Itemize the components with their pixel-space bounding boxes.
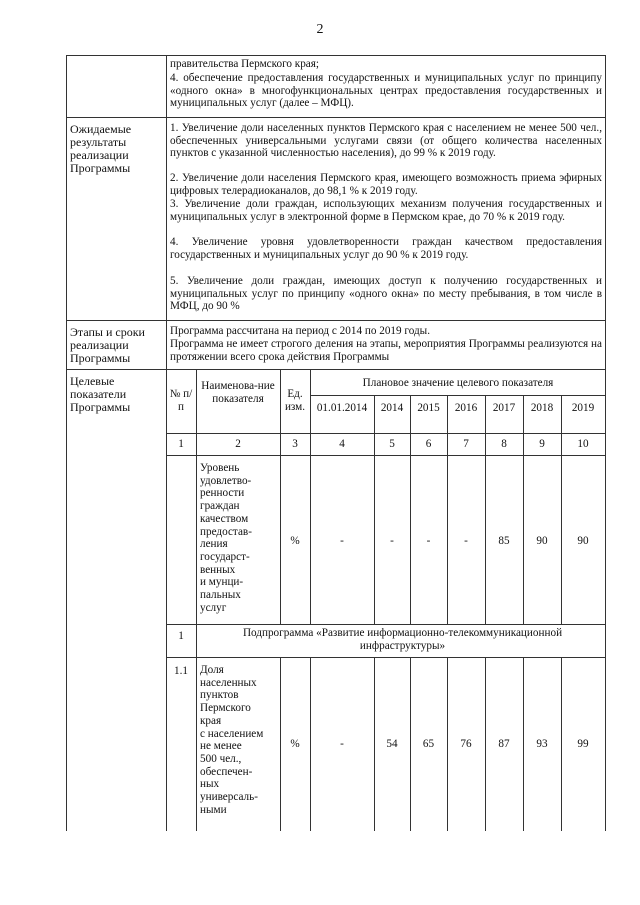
table-row-name-line: услуг: [200, 601, 227, 614]
table-row-name-line: Доля: [200, 664, 224, 676]
row-1-1-num: 1.1: [174, 665, 188, 677]
expected-item-3: 3. Увеличение доли граждан, использующих механизм получения государственных и муниципальных услуг в электронной форме в Пермском крае, до 70 % к 2019 году.: [170, 198, 602, 223]
table-row-name-line: не менее: [200, 740, 242, 753]
table-row-name-line: венных: [200, 563, 236, 576]
row-1-1-v1: 54: [386, 738, 398, 750]
header-year-4: 2017: [492, 402, 516, 414]
satisfaction-v6: 90: [577, 535, 589, 547]
stages-line-1: Программа рассчитана на период с 2014 по 2019 годы.: [170, 325, 430, 337]
table-row-name-line: граждан: [200, 500, 240, 513]
row-1-1-name: [200, 664, 278, 816]
row-1-1-v3: 76: [460, 738, 472, 750]
colnum-7: 7: [463, 438, 469, 450]
row-1-1-v5: 93: [536, 738, 548, 750]
colnum-1: 1: [178, 438, 184, 450]
table-row-name-line: 500 чел.,: [200, 752, 242, 765]
satisfaction-unit: %: [290, 535, 300, 547]
header-unit: Ед. изм.: [284, 388, 306, 413]
satisfaction-v4: 85: [498, 535, 510, 547]
colnum-3: 3: [292, 438, 298, 450]
table-row-name-line: края: [200, 714, 222, 727]
colnum-2: 2: [235, 438, 241, 450]
satisfaction-v5: 90: [536, 535, 548, 547]
colnum-8: 8: [501, 438, 507, 450]
row-1-1-unit: %: [290, 738, 300, 750]
expected-item-5: 5. Увеличение доли граждан, имеющих доступ к получению государственных и муниципальных услуг по принципу «одного окна» по месту пребывания, в том числе в МФЦ, до 90 %: [170, 275, 602, 312]
table-row-name-line: населенных: [200, 676, 257, 689]
expected-item-2: 2. Увеличение доли населения Пермского края, имеющего возможность приема эфирных цифровых телерадиоканалов, до 98,1 % к 2019 году.: [170, 172, 602, 197]
colnum-5: 5: [389, 438, 395, 450]
header-year-3: 2016: [454, 402, 478, 414]
satisfaction-v1: -: [390, 535, 394, 547]
intro-line-1: правительства Пермского края;: [170, 58, 320, 70]
targets-label: Целевые показатели Программы: [70, 374, 131, 414]
table-row-name-line: Пермского: [200, 702, 251, 715]
header-year-2: 2015: [417, 402, 440, 414]
colnum-10: 10: [577, 438, 589, 450]
colnum-9: 9: [539, 438, 545, 450]
subprogram-num: 1: [178, 630, 184, 642]
table-row-name-line: ренности: [200, 487, 245, 500]
header-year-6: 2019: [571, 402, 595, 414]
table-row-name-line: обеспечен-: [200, 765, 253, 778]
expected-item-1: 1. Увеличение доли населенных пунктов Пермского края с населением не менее 500 чел., обеспеченных универсальными услугами связи (от общего количества населенных пунктов с указанной численностью населения), до 99 % к 2019 году.: [170, 122, 602, 159]
table-row-name-line: ных: [200, 778, 220, 791]
header-planned: Плановое значение целевого показателя: [362, 377, 554, 389]
row-1-1-v4: 87: [498, 738, 510, 750]
table-row-name-line: государст-: [200, 550, 250, 563]
expected-item-4: 4. Увеличение уровня удовлетворенности граждан качеством предоставления государственных и муниципальных услуг до 90 % к 2019 году.: [170, 236, 602, 261]
expected-label: Ожидаемые результаты реализации Программы: [70, 122, 132, 175]
colnum-6: 6: [425, 438, 432, 450]
table-row-name-line: и мунци-: [200, 576, 244, 589]
table-row-name-line: с населением: [200, 727, 264, 740]
page-number: 2: [316, 22, 324, 37]
header-year-1: 2014: [380, 402, 404, 414]
header-year-5: 2018: [530, 402, 554, 414]
table-row-name-line: удовлетво-: [200, 474, 252, 487]
row-1-1-v0: -: [340, 738, 344, 750]
satisfaction-name: [200, 462, 278, 614]
row-1-1-v6: 99: [577, 738, 589, 750]
satisfaction-v2: -: [426, 535, 431, 547]
stages-line-2: Программа не имеет строгого деления на этапы, мероприятия Программы реализуются на протяжении всего срока действия Программы: [170, 338, 602, 363]
subprogram-title: Подпрограмма «Развитие информационно-телекоммуникационной инфраструктуры»: [242, 627, 563, 652]
intro-line-2: 4. обеспечение предоставления государственных и муниципальных услуг по принципу «одного окна» в многофункциональных центрах предоставления государственных и муниципальных услуг (далее – МФЦ).: [170, 72, 602, 109]
table-row-name-line: предостав-: [200, 525, 252, 538]
table-row-name-line: ными: [200, 803, 227, 816]
table-row-name-line: Уровень: [200, 462, 240, 474]
header-num: № п/п: [169, 388, 193, 413]
colnum-4: 4: [339, 438, 345, 450]
table-row-name-line: ления: [200, 538, 228, 551]
row-1-1-v2: 65: [422, 738, 435, 750]
header-year-0: 01.01.2014: [316, 402, 368, 414]
table-row-name-line: пунктов: [200, 689, 239, 702]
table-row-name-line: универсаль-: [200, 791, 258, 804]
stages-label: Этапы и сроки реализации Программы: [70, 325, 145, 365]
satisfaction-v0: -: [340, 535, 344, 547]
table-row-name-line: качеством: [200, 512, 249, 525]
satisfaction-v3: -: [464, 535, 468, 547]
header-name: Наименова-ние показателя: [201, 380, 275, 405]
table-row-name-line: пальных: [200, 589, 241, 602]
